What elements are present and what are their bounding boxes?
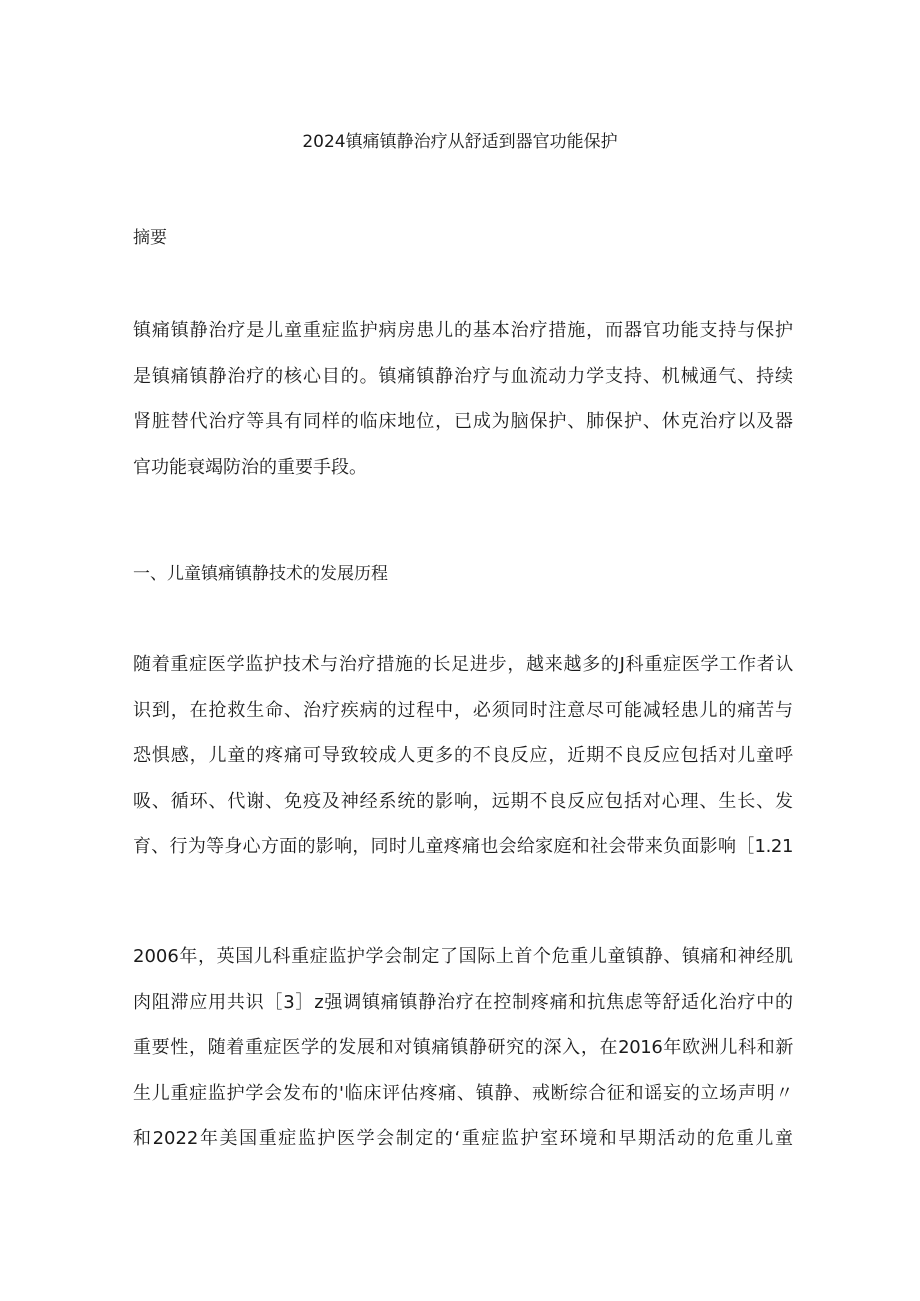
section-1-paragraph-1 bbox=[133, 642, 793, 870]
abstract-heading: 摘要 bbox=[133, 228, 167, 248]
section-1-heading: 一、儿童镇痛镇静技术的发展历程 bbox=[133, 564, 388, 584]
section-1-para-1-line: 识到，在抢救生命、治疗疾病的过程中，必须同时注意尽可能减轻患儿的痛苦与 bbox=[133, 699, 793, 721]
section-1-paragraph-2 bbox=[133, 934, 793, 1162]
abstract-line: 镇痛镇静治疗是儿童重症监护病房患儿的基本治疗措施，而器官功能支持与保护 bbox=[133, 320, 793, 341]
abstract-line: 肾脏替代治疗等具有同样的临床地位，已成为脑保护、肺保护、休克治疗以及器 bbox=[133, 411, 793, 432]
section-1-para-2-line: 肉阻滞应用共识［3］z强调镇痛镇静治疗在控制疼痛和抗焦虑等舒适化治疗中的 bbox=[133, 991, 793, 1013]
section-1-para-1-line: 吸、循环、代谢、免疫及神经系统的影响，远期不良反应包括对心理、生长、发 bbox=[133, 790, 793, 812]
section-1-para-2-line: 2006年，英国儿科重症监护学会制定了国际上首个危重儿童镇静、镇痛和神经肌 bbox=[133, 946, 793, 967]
section-1-para-1-line: 育、行为等身心方面的影响，同时儿童疼痛也会给家庭和社会带来负面影响［1.21 bbox=[133, 836, 793, 857]
section-1-para-1-line: 恐惧感，儿童的疼痛可导致较成人更多的不良反应，近期不良反应包括对儿童呼 bbox=[133, 745, 793, 766]
section-1-para-2-line: 重要性，随着重症医学的发展和对镇痛镇静研究的深入，在2016年欧洲儿科和新 bbox=[133, 1037, 793, 1058]
document-title: 2024镇痛镇静治疗从舒适到器官功能保护 bbox=[302, 132, 618, 152]
section-1-para-2-line: 生儿重症监护学会发布的'临床评估疼痛、镇静、戒断综合征和谣妄的立场声明〃 bbox=[133, 1082, 793, 1104]
abstract-line: 是镇痛镇静治疗的核心目的。镇痛镇静治疗与血流动力学支持、机械通气、持续 bbox=[133, 365, 793, 387]
section-1-para-2-line: 和2022年美国重症监护医学会制定的‘重症监护室环境和早期活动的危重儿童 bbox=[133, 1128, 793, 1149]
abstract-paragraph bbox=[133, 308, 793, 490]
abstract-line: 官功能衰竭防治的重要手段。 bbox=[133, 456, 367, 478]
section-1-para-1-line: 随着重症医学监护技术与治疗措施的长足进步，越来越多的J科重症医学工作者认 bbox=[133, 654, 793, 675]
